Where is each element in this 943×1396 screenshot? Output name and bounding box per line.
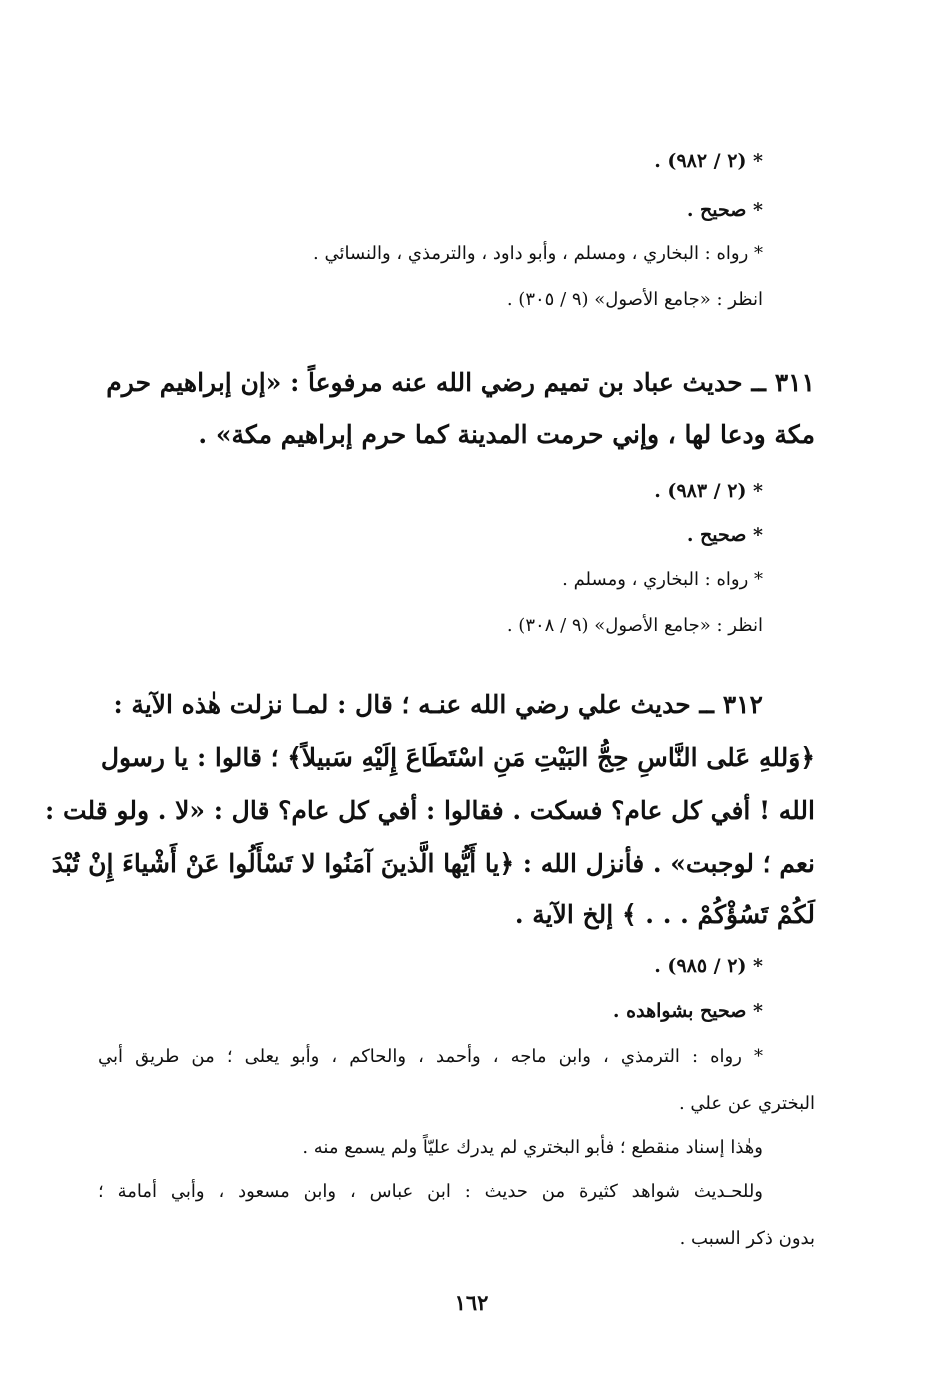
- narrators-line: * رواه : البخاري ، ومسلم ، وأبو داود ، والترمذي ، والنسائي .: [313, 243, 763, 264]
- hadith-311-line-1: ٣١١ ــ حديث عباد بن تميم رضي الله عنه مرفوعاً : «إن إبراهيم حرم: [106, 368, 815, 397]
- narrators-line-continued: البختري عن علي .: [678, 1093, 815, 1114]
- commentary-line-3: بدون ذكر السبب .: [679, 1228, 815, 1249]
- grading-line: * صحيح .: [686, 199, 763, 221]
- reference-line: * (٢ / ٩٨٢) .: [654, 150, 763, 172]
- hadith-312-line-2: ﴿وَللهِ عَلى النَّاسِ حِجُّ البَيْتِ مَنِ اسْتَطَاعَ إِلَيْهِ سَبيلاً﴾ ؛ قالوا : يا رسول: [100, 743, 815, 772]
- page-number: ١٦٢: [454, 1290, 489, 1315]
- hadith-311-line-2: مكة ودعا لها ، وإني حرمت المدينة كما حرم إبراهيم مكة» .: [198, 420, 815, 449]
- narrators-line: * رواه : البخاري ، ومسلم .: [562, 569, 763, 590]
- commentary-line-1: وهٰذا إسناد منقطع ؛ فأبو البختري لم يدرك عليّاً ولم يسمع منه .: [302, 1137, 763, 1158]
- grading-line: * صحيح بشواهده .: [612, 1000, 763, 1022]
- hadith-312-line-1: ٣١٢ ــ حديث علي رضي الله عنـه ؛ قال : لمـا نزلت هٰذه الآية :: [113, 690, 763, 719]
- hadith-312-line-4: نعم ؛ لوجبت» . فأنزل الله : ﴿يا أَيُّها الَّذينَ آمَنُوا لا تَسْأَلُوا عَنْ أَشْياءَ إِنْ تُبْدَ: [51, 849, 815, 878]
- commentary-line-2: وللحـديث شواهد كثيرة من حديث : ابن عباس ، وابن مسعود ، وأبي أمامة ؛: [98, 1181, 763, 1202]
- hadith-312-line-5: لَكُمْ تَسُؤْكُمْ . . . ﴾ إلخ الآية .: [514, 900, 815, 929]
- narrators-line: * رواه : الترمذي ، وابن ماجه ، وأحمد ، والحاكم ، وأبو يعلى ؛ من طريق أبي: [98, 1046, 763, 1067]
- source-line: انظر : «جامع الأصول» (٩ / ٣٠٨) .: [506, 615, 763, 636]
- source-line: انظر : «جامع الأصول» (٩ / ٣٠٥) .: [506, 289, 763, 310]
- reference-line: * (٢ / ٩٨٣) .: [654, 480, 763, 502]
- reference-line: * (٢ / ٩٨٥) .: [654, 955, 763, 977]
- hadith-312-line-3: الله ! أفي كل عام؟ فسكت . فقالوا : أفي كل عام؟ قال : «لا . ولو قلت :: [45, 796, 815, 825]
- grading-line: * صحيح .: [686, 524, 763, 546]
